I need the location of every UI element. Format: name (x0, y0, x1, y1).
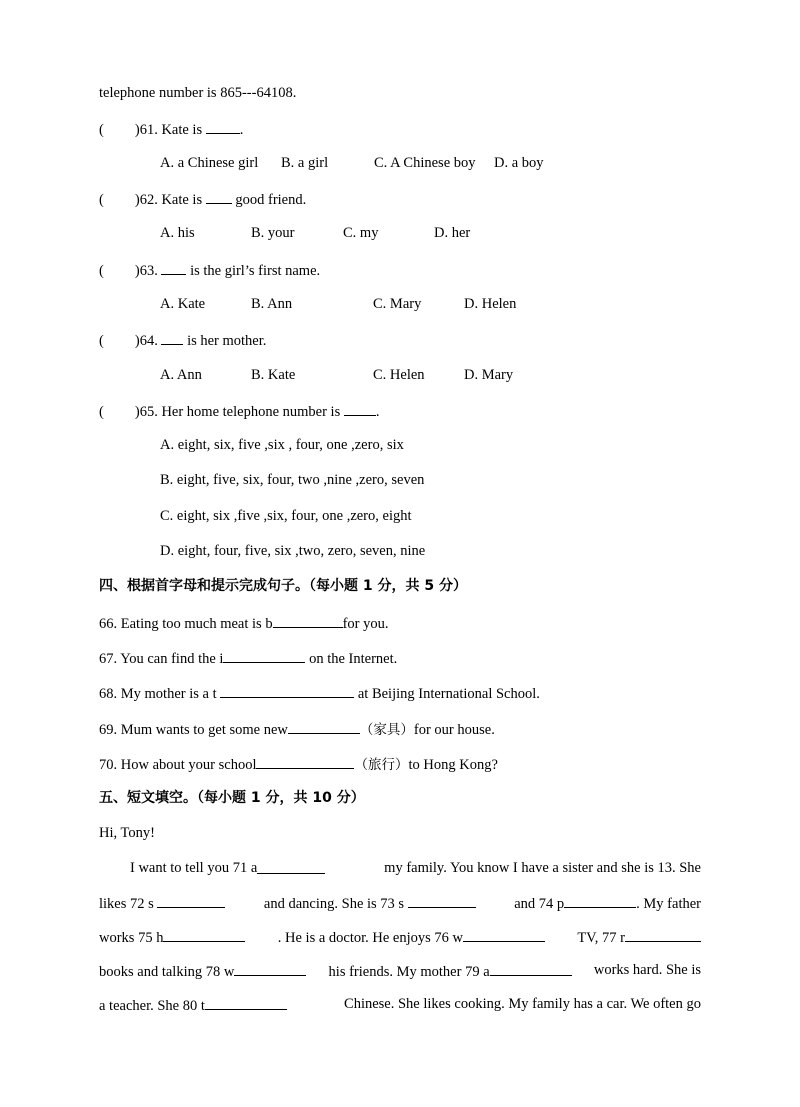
passage-text: works hard. She is (593, 962, 701, 978)
option-b[interactable]: B. a girl (281, 155, 329, 171)
section-4-heading: 四、根据首字母和提示完成句子。（每小题 1 分，共 5 分） (99, 578, 467, 594)
option-a[interactable]: A. eight, six, five ,six , four, one ,zero, six (160, 437, 404, 453)
sentence-66 (99, 613, 389, 633)
fill-blank[interactable] (344, 401, 376, 416)
passage-text (99, 995, 287, 1015)
passage-text (264, 893, 476, 913)
passage-text: TV, 77 r (577, 930, 625, 946)
passage-text: and dancing. She is 73 s (263, 896, 408, 912)
answer-paren-close: ) (134, 122, 140, 138)
option-d[interactable]: D. Helen (464, 296, 517, 312)
passage-text: . He is a doctor. He enjoys 76 w (277, 930, 464, 946)
question-64 (99, 330, 266, 350)
passage-tail-line: telephone number is 865---64108. (99, 85, 297, 101)
sentence-text: on the Internet. (305, 651, 398, 667)
question-65 (99, 401, 379, 421)
option-c[interactable]: C. eight, six ,five ,six, four, one ,zero, eight (160, 508, 412, 524)
passage-line-4 (99, 961, 701, 981)
answer-paren-open: ( (99, 192, 104, 208)
passage-line-5 (99, 995, 701, 1015)
fill-blank-78[interactable] (234, 961, 306, 976)
fill-blank-80[interactable] (205, 995, 287, 1010)
fill-blank-79[interactable] (490, 961, 572, 976)
passage-text: . My father (636, 896, 701, 912)
question-stem: 63. (139, 263, 162, 279)
option-a[interactable]: A. Kate (160, 296, 206, 312)
passage-text: likes 72 s (99, 896, 158, 912)
sentence-text: to Hong Kong? (408, 757, 498, 773)
option-d[interactable]: D. a boy (494, 155, 544, 171)
fill-blank-74[interactable] (564, 893, 636, 908)
question-stem-tail: . (239, 122, 244, 138)
answer-paren-open: ( (99, 122, 104, 138)
fill-blank-71[interactable] (257, 859, 325, 874)
fill-blank[interactable] (220, 683, 354, 698)
option-a[interactable]: A. his (160, 225, 195, 241)
section-5-heading: 五、短文填空。（每小题 1 分，共 10 分） (99, 790, 365, 806)
option-c[interactable]: C. Mary (373, 296, 422, 312)
passage-text (514, 893, 701, 913)
sentence-text: for you. (342, 616, 389, 632)
question-63 (99, 260, 320, 280)
option-c[interactable]: C. my (343, 225, 379, 241)
passage-text (99, 893, 225, 913)
fill-blank-73[interactable] (408, 893, 476, 908)
fill-blank-75[interactable] (163, 927, 245, 942)
passage-text: and 74 p (514, 896, 565, 912)
question-stem: 61. Kate is (139, 122, 206, 138)
sentence-68 (99, 683, 540, 703)
answer-paren-close: ) (134, 333, 140, 349)
passage-text (99, 927, 245, 947)
option-a[interactable]: A. Ann (160, 367, 202, 383)
passage-text: Chinese. She likes cooking. My family has a car. We often go (344, 996, 701, 1012)
fill-blank[interactable] (161, 330, 183, 345)
passage-text: books and talking 78 w (99, 964, 235, 980)
option-d[interactable]: D. Mary (464, 367, 514, 383)
question-61 (99, 119, 243, 139)
fill-blank-72[interactable] (157, 893, 225, 908)
question-stem: 65. Her home telephone number is (139, 404, 344, 420)
question-62 (99, 189, 306, 209)
passage-text (99, 961, 306, 981)
question-stem-tail: is her mother. (183, 333, 267, 349)
answer-paren-open: ( (99, 333, 104, 349)
fill-blank[interactable] (161, 260, 186, 275)
option-d[interactable]: D. her (434, 225, 471, 241)
passage-line-3 (99, 927, 701, 947)
sentence-67 (99, 648, 397, 668)
passage-text (278, 927, 545, 947)
question-stem: 62. Kate is (139, 192, 206, 208)
sentence-text: at Beijing International School. (354, 686, 540, 702)
fill-blank[interactable] (273, 613, 343, 628)
sentence-text: 67. You can find the i (99, 651, 224, 667)
passage-text: I want to tell you 71 a (130, 860, 258, 876)
passage-text: my family. You know I have a sister and she is 13. She (384, 860, 701, 876)
passage-text (577, 927, 701, 947)
option-b[interactable]: B. your (251, 225, 295, 241)
chinese-hint: （旅行） (354, 757, 409, 773)
fill-blank[interactable] (256, 754, 354, 769)
sentence-text: 70. How about your school (99, 757, 257, 773)
fill-blank[interactable] (206, 189, 232, 204)
sentence-text: 69. Mum wants to get some new (99, 722, 288, 738)
fill-blank[interactable] (223, 648, 305, 663)
sentence-70 (99, 754, 498, 774)
option-b[interactable]: B. eight, five, six, four, two ,nine ,zero, seven (160, 472, 425, 488)
passage-text: a teacher. She 80 t (99, 998, 205, 1014)
option-a[interactable]: A. a Chinese girl (160, 155, 259, 171)
sentence-text: 66. Eating too much meat is b (99, 616, 273, 632)
answer-paren-open: ( (99, 263, 104, 279)
passage-line-2 (99, 893, 701, 913)
option-d[interactable]: D. eight, four, five, six ,two, zero, seven, nine (160, 543, 426, 559)
question-stem-tail: . (375, 404, 380, 420)
passage-line-1 (130, 859, 701, 877)
sentence-text: 68. My mother is a t (99, 686, 221, 702)
sentence-text: for our house. (413, 722, 495, 738)
option-b[interactable]: B. Ann (251, 296, 293, 312)
answer-paren-close: ) (134, 192, 140, 208)
fill-blank[interactable] (288, 719, 360, 734)
option-b[interactable]: B. Kate (251, 367, 296, 383)
question-stem-tail: good friend. (231, 192, 307, 208)
answer-paren-close: ) (134, 263, 140, 279)
answer-paren-open: ( (99, 404, 104, 420)
passage-text: works 75 h (99, 930, 164, 946)
passage-text: his friends. My mother 79 a (328, 964, 490, 980)
fill-blank[interactable] (206, 119, 240, 134)
answer-paren-close: ) (134, 404, 140, 420)
sentence-69 (99, 719, 495, 739)
letter-greeting: Hi, Tony! (99, 825, 155, 841)
question-stem: 64. (139, 333, 162, 349)
option-c[interactable]: C. Helen (373, 367, 425, 383)
fill-blank-77[interactable] (625, 927, 701, 942)
chinese-hint: （家具） (359, 722, 414, 738)
question-stem-tail: is the girl’s first name. (186, 263, 321, 279)
passage-text (329, 961, 572, 981)
option-c[interactable]: C. A Chinese boy (374, 155, 476, 171)
fill-blank-76[interactable] (463, 927, 545, 942)
